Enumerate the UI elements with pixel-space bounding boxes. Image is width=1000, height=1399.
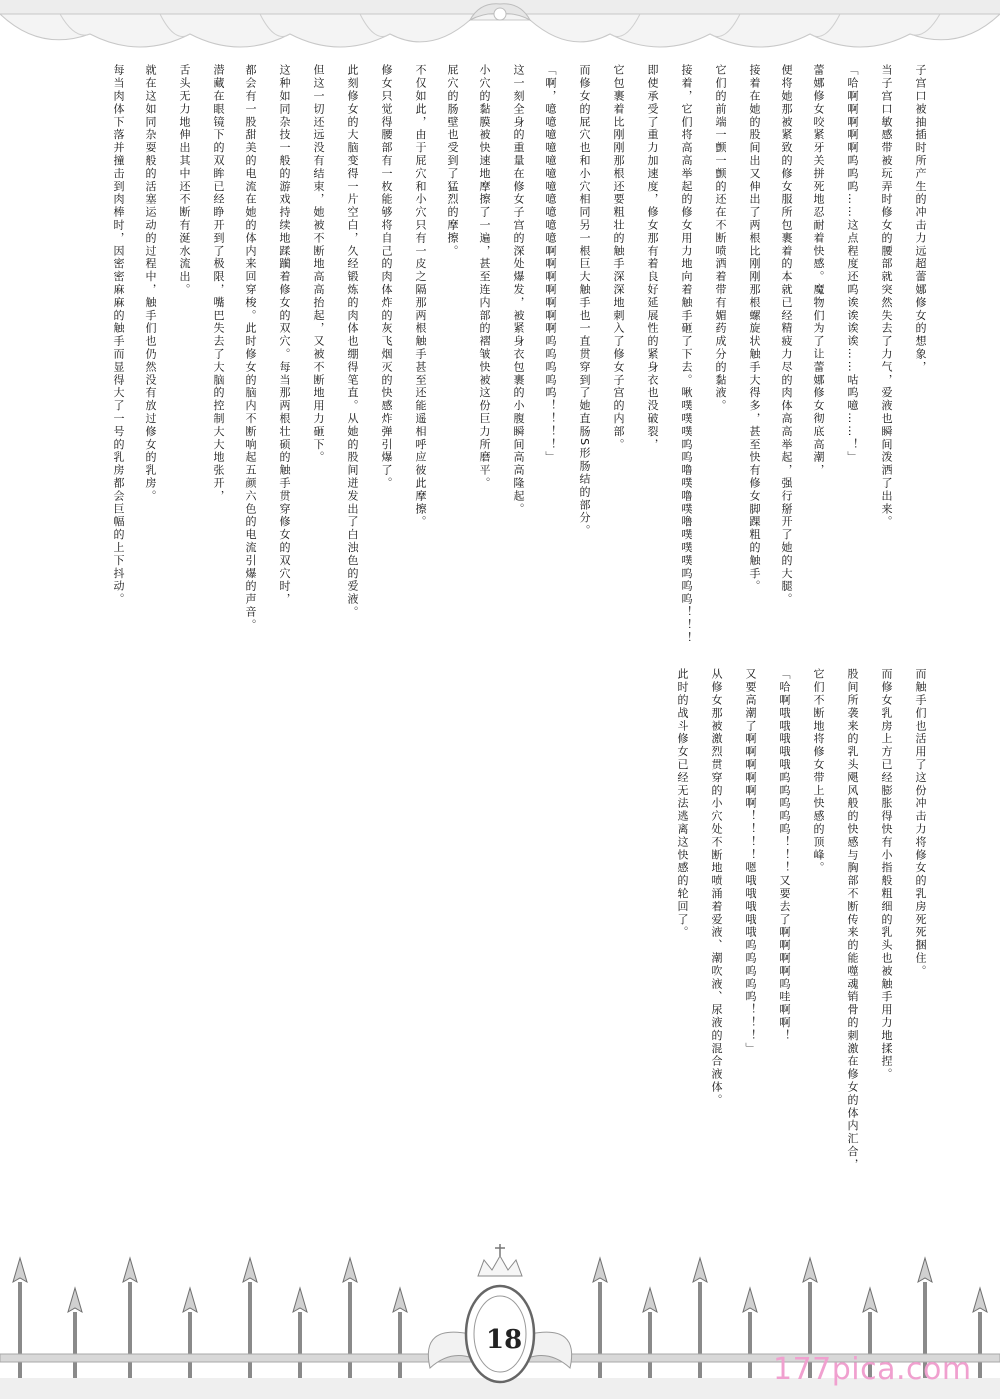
text-column: 子宫口被抽插时所产生的冲击力远超蕾娜修女的想象， <box>914 64 927 374</box>
fence-spike <box>293 1288 307 1312</box>
fence-spike <box>123 1258 137 1282</box>
text-column: 这种如同杂技一般的游戏持续地蹂躏着修女的双穴。每当那两根壮硕的触手贯穿修女的双穴时， <box>278 64 291 606</box>
upper-text-block <box>72 64 928 654</box>
text-column: 它们的前端一颤一颤的还在不断喷洒着带有媚药成分的黏液。 <box>714 64 727 413</box>
text-column: 而触手们也活用了这份冲击力将修女的乳房死死捆住。 <box>914 668 927 978</box>
text-column: 此刻修女的大脑变得一片空白，久经锻炼的肉体也绷得笔直。从她的股间迸发出了白浊色的爱液。 <box>346 64 359 619</box>
text-column: 「哈啊啊啊啊啊呜呜呜……这点程度还呜诶诶诶诶……咕呜噫……！」 <box>846 64 859 464</box>
text-column: 但这一切还远没有结束，她被不断地高高抬起，又被不断地用力砸下。 <box>312 64 325 464</box>
text-column: 屁穴的肠壁也受到了猛烈的摩擦。 <box>446 64 459 258</box>
fence-spike <box>68 1288 82 1312</box>
text-column: 修女只觉得腰部有一枚能够将自己的肉体炸的灰飞烟灭的快感炸弹引爆了。 <box>380 64 393 490</box>
fence-spike <box>343 1258 357 1282</box>
fence-spike <box>918 1258 932 1282</box>
text-column: 又要高潮了啊啊啊啊啊啊！！！！嗯哦哦哦哦哦呜呜呜呜呜！！！」 <box>744 668 757 1055</box>
text-column: 潜藏在眼镜下的双眸已经睁开到了极限，嘴巴失去了大脑的控制大大地张开， <box>212 64 225 503</box>
fence-spike <box>13 1258 27 1282</box>
fence-spike <box>973 1288 987 1312</box>
text-column: 此时的战斗修女已经无法逃离这快感的轮回了。 <box>676 668 689 939</box>
fence-spike <box>803 1258 817 1282</box>
text-column: 而修女的屁穴也和小穴相同另一根巨大触手也一直贯穿到了她直肠S形肠结的部分。 <box>578 64 591 538</box>
text-column: 接着，它们将高高举起的修女用力地向着触手砸了下去。啾噗噗噗呜呜噜噗噜噗噜噗噗噗呜呜呜！！！ <box>680 64 693 645</box>
fence-spike <box>183 1288 197 1312</box>
page-number: 18 <box>486 1325 523 1355</box>
fence-spike <box>693 1258 707 1282</box>
text-column: 小穴的黏膜被快速地摩擦了一遍，甚至连内部的褶皱快被这份巨力所磨平。 <box>478 64 491 490</box>
text-column: 即使承受了重力加速度，修女那有着良好延展性的紧身衣也没破裂， <box>646 64 659 451</box>
text-column: 从修女那被激烈贯穿的小穴处不断地喷涌着爱液、潮吹液、尿液的混合液体。 <box>710 668 723 1107</box>
fence-spike <box>243 1258 257 1282</box>
text-column: 它包裹着比刚刚那根还要粗壮的触手深深地刺入了修女子宫的内部。 <box>612 64 625 451</box>
fence-spike <box>593 1258 607 1282</box>
fence-spike <box>863 1288 877 1312</box>
text-column: 接着在她的股间出又伸出了两根比刚刚那根螺旋状触手大得多，甚至快有修女脚踝粗的触手。 <box>748 64 761 593</box>
fence-spike <box>643 1288 657 1312</box>
text-column: 这一刻全身的重量在修女子宫的深处爆发，被紧身衣包裹的小腹瞬间高高隆起。 <box>512 64 525 516</box>
text-column: 不仅如此，由于屁穴和小穴只有一皮之隔那两根触手甚至还能遥相呼应彼此摩擦。 <box>414 64 427 529</box>
text-column: 蕾娜修女咬紧牙关拼死地忍耐着快感。魔物们为了让蕾娜修女彻底高潮， <box>812 64 825 477</box>
lower-text-block <box>588 668 928 1172</box>
text-column: 每当肉体下落并撞击到肉棒时，因密密麻麻的触手而显得大了一号的乳房都会巨幅的上下抖动。 <box>112 64 125 606</box>
fence-spike <box>393 1288 407 1312</box>
site-watermark: 177pica.com <box>773 1352 972 1387</box>
text-column: 都会有一股甜美的电流在她的体内来回穿梭。此时修女的脑内不断响起五颜六色的电流引爆的声音。 <box>244 64 257 632</box>
text-column: 当子宫口敏感带被玩弄时修女的腰部就突然失去了力气，爱液也瞬间泼洒了出来。 <box>880 64 893 529</box>
text-column: 而修女乳房上方已经膨胀得快有小指般粗细的乳头也被触手用力地揉捏。 <box>880 668 893 1081</box>
text-column: 舌头无力地伸出其中还不断有涎水流出。 <box>178 64 191 297</box>
text-column: 「哈啊哦哦哦哦哦呜呜呜呜呜！！！又要去了啊啊啊啊呜哇啊啊！ <box>778 668 791 1043</box>
text-column: 就在这如同杂耍般的活塞运动的过程中，触手们也仍然没有放过修女的乳房。 <box>144 64 157 503</box>
text-column: 它们不断地将修女带上快感的顶峰。 <box>812 668 825 875</box>
text-column: 便将她那被紧致的修女服所包裹着的本就已经精疲力尽的肉体高高举起，强行掰开了她的大腿。 <box>780 64 793 606</box>
text-column: 「啊，噫噫噫噫噫噫噫噫噫噫噫啊啊啊啊啊啊啊呜呜呜呜呜！！！！」 <box>544 64 557 464</box>
text-column: 股间所袭来的乳头飓风般的快感与胸部不断传来的能噬魂销骨的刺激在修女的体内汇合， <box>846 668 859 1172</box>
fence-spike <box>743 1288 757 1312</box>
curtain-ornament <box>0 0 1000 60</box>
